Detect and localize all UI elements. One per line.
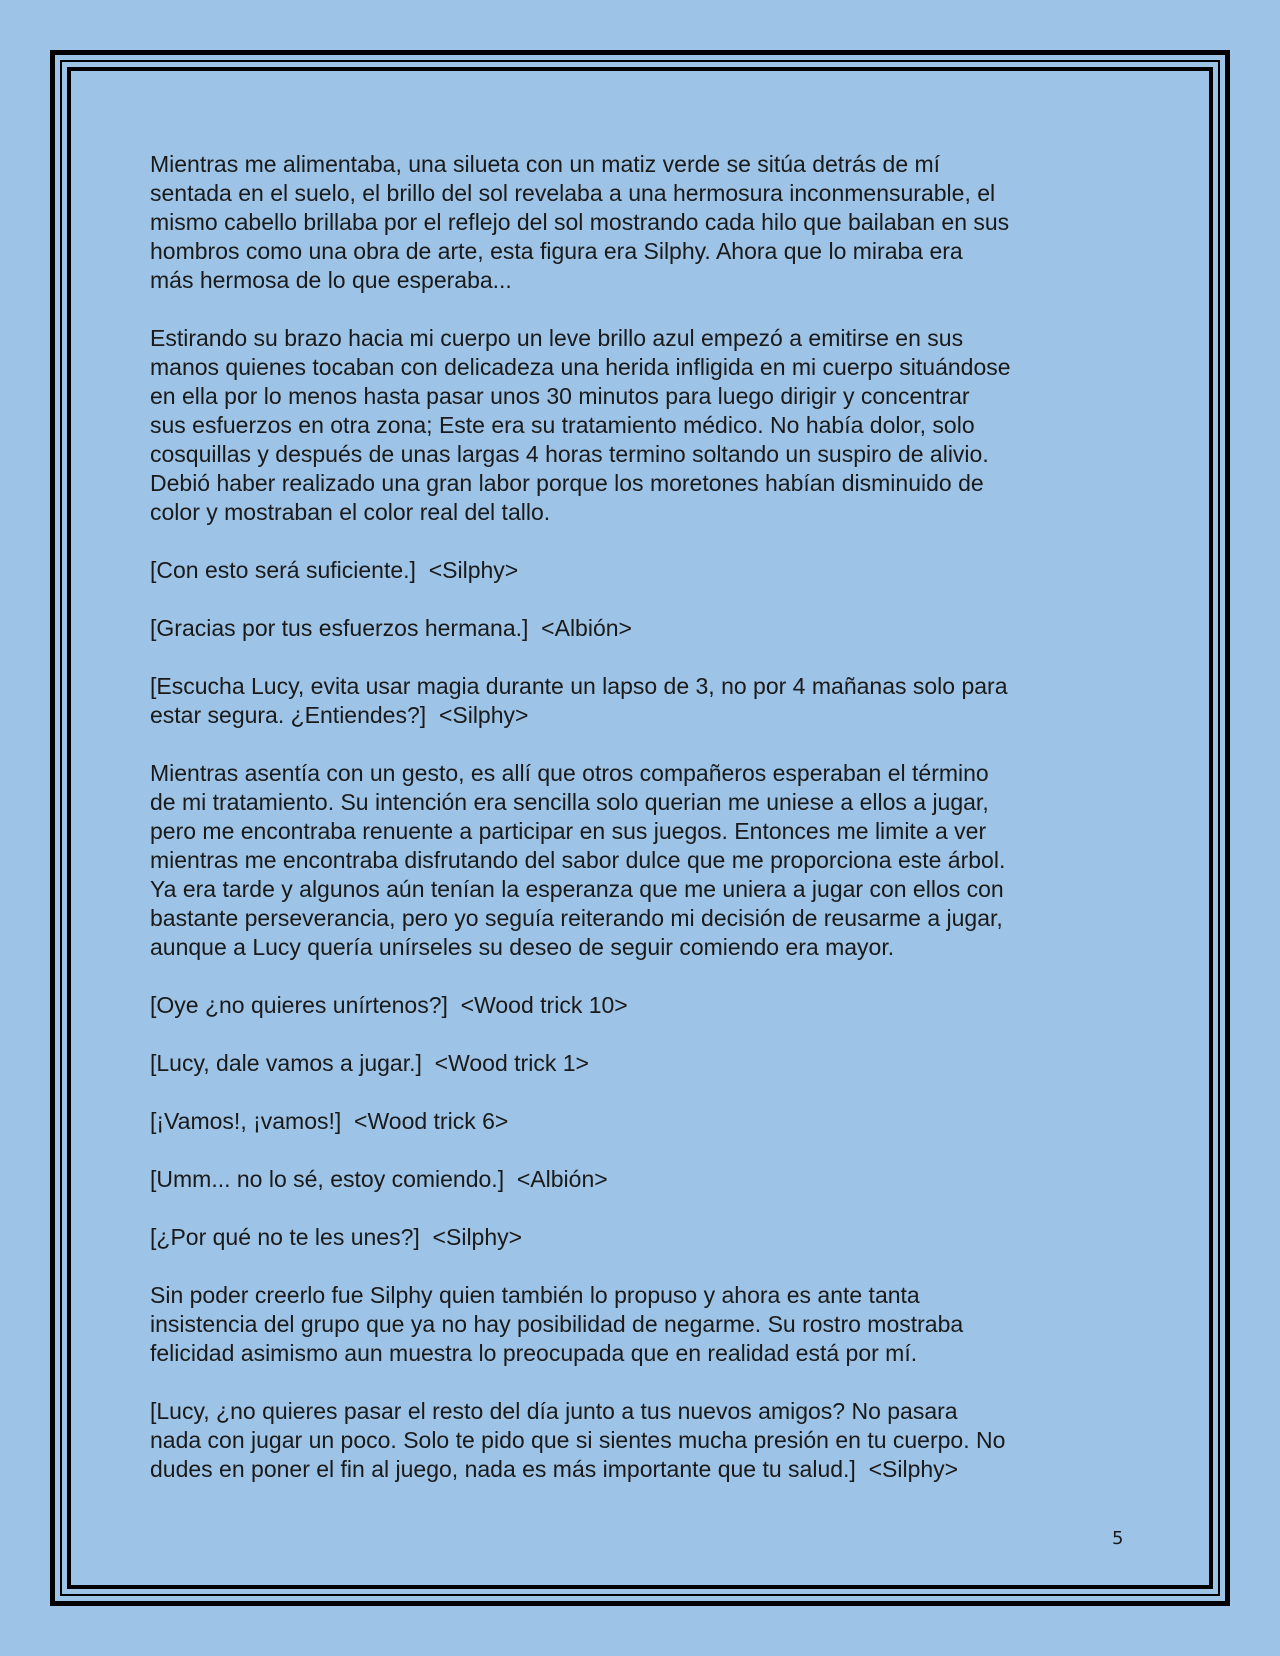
dialogue-line: [¿Por qué no te les unes?] <Silphy>: [150, 1224, 523, 1250]
dialogue-line: [Gracias por tus esfuerzos hermana.] <Albión>: [150, 615, 632, 641]
dialogue-line: [Lucy, dale vamos a jugar.] <Wood trick 1>: [150, 1050, 589, 1076]
dialogue-line: [Oye ¿no quieres unírtenos?] <Wood trick 10>: [150, 992, 628, 1018]
dialogue-line: [Umm... no lo sé, estoy comiendo.] <Albión>: [150, 1166, 608, 1192]
page-body-text: [150, 150, 1095, 1513]
dialogue-line: [Con esto será suficiente.] <Silphy>: [150, 557, 519, 583]
page-number: 5: [1112, 1528, 1124, 1549]
paragraph-2: Estirando su brazo hacia mi cuerpo un leve brillo azul empezó a emitirse en sus manos quienes tocaban con delicadeza una herida infligida en mi cuerpo situándose en ella por lo menos hasta pasar unos 30 minutos para luego dirigir y concentrar sus esfuerzos en otra zona; Este era su tratamiento médico. No había dolor, solo cosquillas y después de unas largas 4 horas termino soltando un suspiro de alivio. Debió haber realizado una gran labor porque los moretones habían disminuido de color y mostraban el color real del tallo.: [150, 325, 1011, 525]
paragraph-3: Mientras asentía con un gesto, es allí que otros compañeros esperaban el término de mi tratamiento. Su intención era sencilla solo querian me uniese a ellos a jugar, pero me encontraba renuente a participar en sus juegos. Entonces me limite a ver mientras me encontraba disfrutando del sabor dulce que me proporciona este árbol. Ya era tarde y algunos aún tenían la esperanza que me uniera a jugar con ellos con bastante perseverancia, pero yo seguía reiterando mi decisión de reusarme a jugar, aunque a Lucy quería unírseles su deseo de seguir comiendo era mayor.: [150, 760, 1006, 960]
paragraph-4: Sin poder creerlo fue Silphy quien también lo propuso y ahora es ante tanta insistencia del grupo que ya no hay posibilidad de negarme. Su rostro mostraba felicidad asimismo aun muestra lo preocupada que en realidad está por mí.: [150, 1282, 964, 1366]
paragraph-1: Mientras me alimentaba, una silueta con un matiz verde se sitúa detrás de mí sentada en el suelo, el brillo del sol revelaba a una hermosura inconmensurable, el mismo cabello brillaba por el reflejo del sol mostrando cada hilo que bailaban en sus hombros como una obra de arte, esta figura era Silphy. Ahora que lo miraba era más hermosa de lo que esperaba...: [150, 151, 1010, 293]
dialogue-line: [Escucha Lucy, evita usar magia durante un lapso de 3, no por 4 mañanas solo para estar segura. ¿Entiendes?] <Silphy>: [150, 673, 1008, 728]
dialogue-line: [Lucy, ¿no quieres pasar el resto del día junto a tus nuevos amigos? No pasara nada con jugar un poco. Solo te pido que si sientes mucha presión en tu cuerpo. No dudes en poner el fin al juego, nada es más importante que tu salud.] <Silphy>: [150, 1398, 1006, 1482]
dialogue-line: [¡Vamos!, ¡vamos!] <Wood trick 6>: [150, 1108, 509, 1134]
